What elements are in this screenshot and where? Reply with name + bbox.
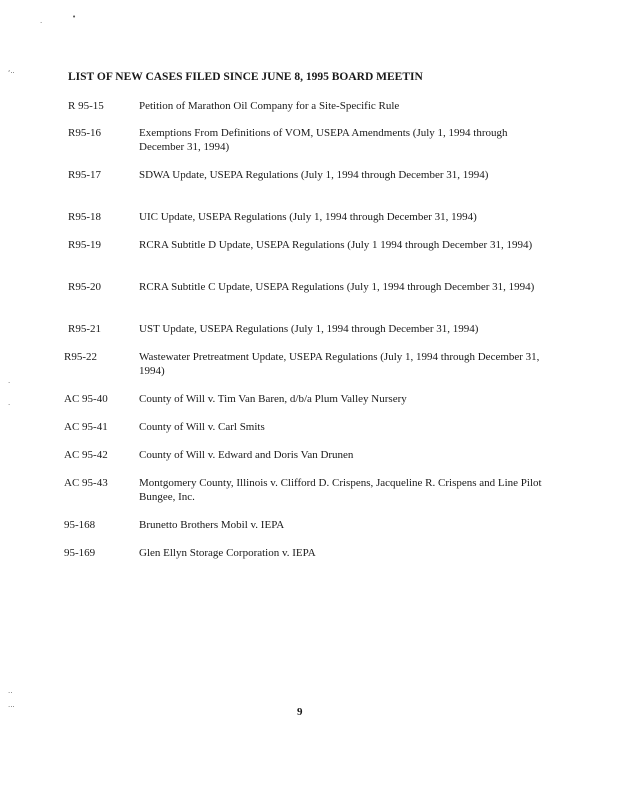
case-description: County of Will v. Edward and Doris Van Drunen [139, 449, 354, 461]
case-number: AC 95-41 [64, 421, 108, 433]
case-description: RCRA Subtitle C Update, USEPA Regulations (July 1, 1994 through December 31, 1994) [139, 281, 535, 293]
case-number: R95-21 [68, 323, 101, 335]
case-description: RCRA Subtitle D Update, USEPA Regulations (July 1 1994 through December 31, 1994) [139, 239, 533, 251]
scan-speck: . [40, 17, 43, 25]
case-description: Glen Ellyn Storage Corporation v. IEPA [139, 547, 316, 559]
case-description: UST Update, USEPA Regulations (July 1, 1994 through December 31, 1994) [139, 323, 479, 335]
case-description: Montgomery County, Illinois v. Clifford D. Crispens, Jacqueline R. Crispens and Line Pilot Bungee, Inc. [139, 477, 542, 503]
case-number: AC 95-42 [64, 449, 108, 461]
case-number: 95-168 [64, 519, 96, 531]
case-number: 95-169 [64, 547, 96, 559]
scan-speck: · [8, 401, 11, 409]
case-description: Petition of Marathon Oil Company for a Site-Specific Rule [139, 100, 400, 112]
case-number: R 95-15 [68, 100, 104, 112]
case-description: Brunetto Brothers Mobil v. IEPA [139, 519, 285, 531]
case-description: County of Will v. Tim Van Baren, d/b/a Plum Valley Nursery [139, 393, 407, 405]
case-number: R95-20 [68, 281, 101, 293]
case-description: UIC Update, USEPA Regulations (July 1, 1994 through December 31, 1994) [139, 211, 477, 223]
scan-speck: ··· [8, 703, 15, 711]
case-description: SDWA Update, USEPA Regulations (July 1, 1994 through December 31, 1994) [139, 169, 489, 181]
case-number: AC 95-40 [64, 393, 108, 405]
case-number: R95-16 [68, 127, 101, 139]
page-title: LIST OF NEW CASES FILED SINCE JUNE 8, 1995 BOARD MEETIN [68, 71, 423, 83]
scan-speck: ·· [8, 689, 13, 697]
scan-speck: · [8, 379, 11, 387]
scan-speck: ‘·· [8, 69, 15, 77]
case-number: R95-22 [64, 351, 97, 363]
case-description: Exemptions From Definitions of VOM, USEPA Amendments (July 1, 1994 through December 31, 1994) [139, 127, 508, 153]
case-number: R95-19 [68, 239, 101, 251]
case-number: R95-17 [68, 169, 101, 181]
case-number: R95-18 [68, 211, 101, 223]
scan-speck: • [72, 13, 77, 21]
case-description: Wastewater Pretreatment Update, USEPA Regulations (July 1, 1994 through December 31, 1994) [139, 351, 540, 377]
page-number: 9 [297, 706, 303, 718]
case-description: County of Will v. Carl Smits [139, 421, 265, 433]
case-number: AC 95-43 [64, 477, 108, 489]
